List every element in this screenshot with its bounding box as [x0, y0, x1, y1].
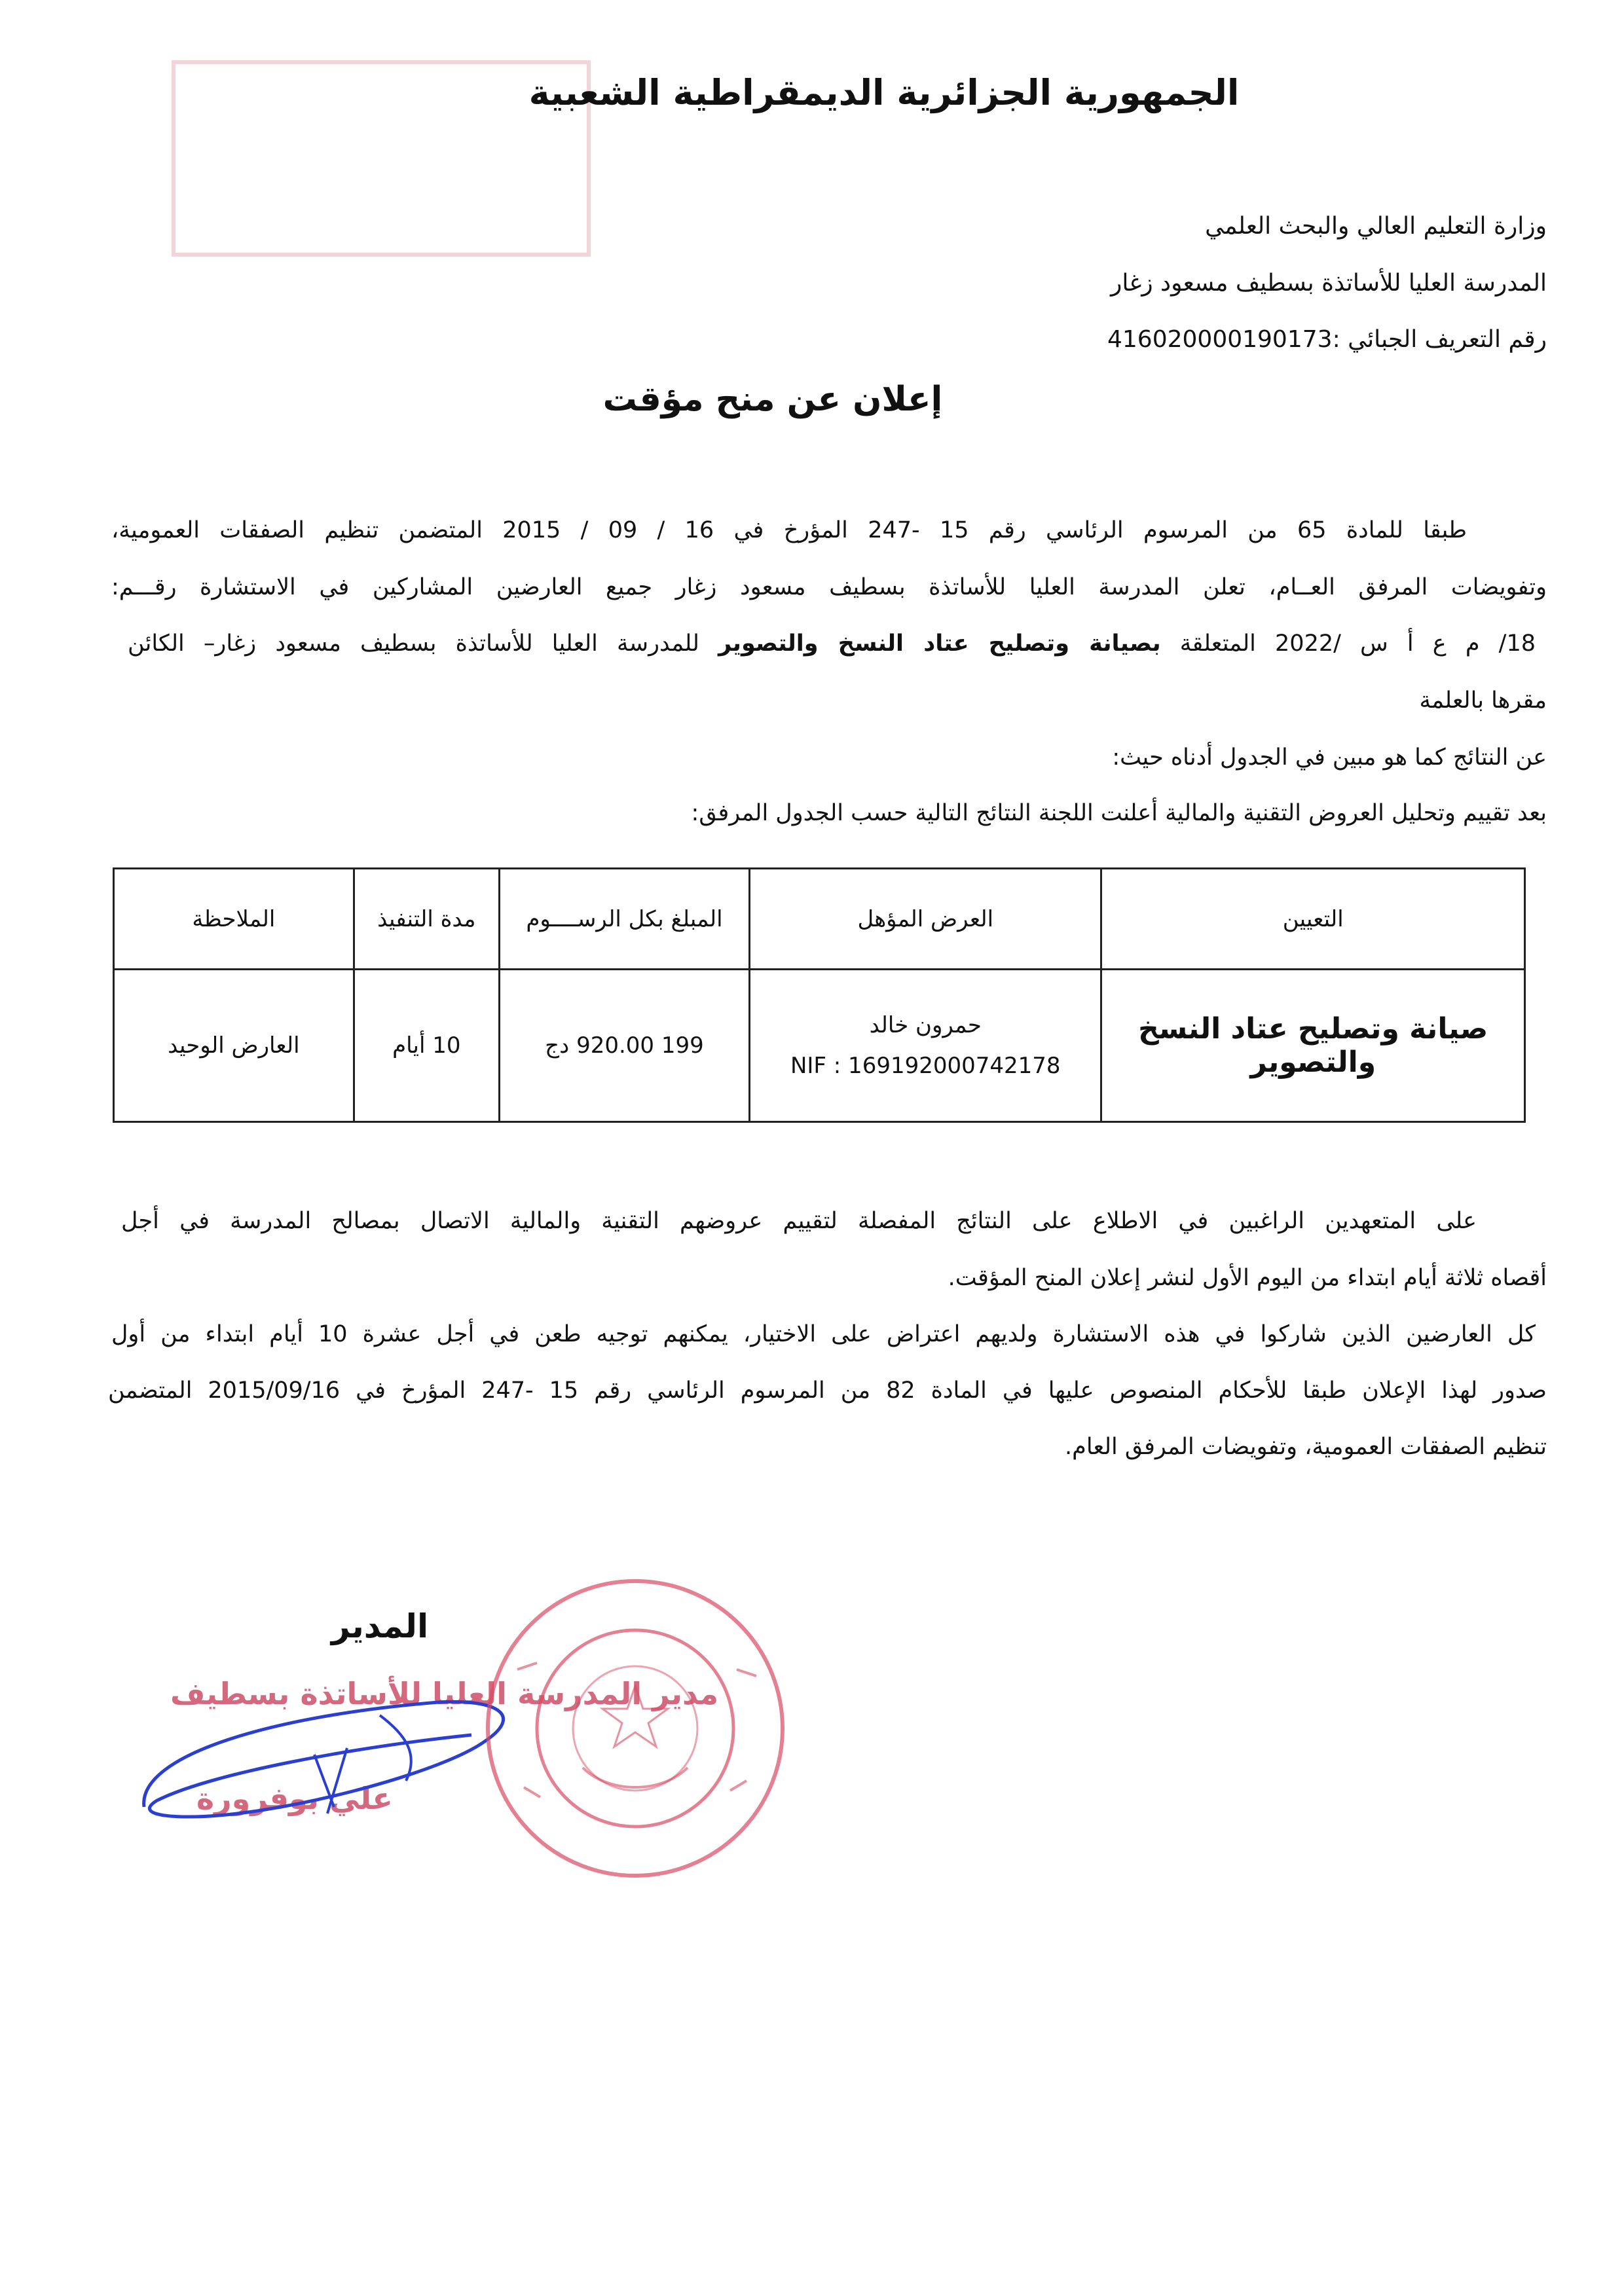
header-amount: المبلغ بكل الرســــوم	[499, 869, 749, 970]
handwritten-signature	[131, 1676, 537, 1846]
results-table	[113, 867, 1526, 1123]
document-title: إعلان عن منح مؤقت	[602, 380, 943, 419]
table-row	[114, 970, 1525, 1122]
header-designation: التعيين	[1101, 869, 1525, 970]
ministry-line: وزارة التعليم العالي والبحث العلمي	[1205, 213, 1547, 240]
official-round-stamp	[478, 1571, 792, 1886]
director-stamp-name: علي بوفرورة	[196, 1781, 393, 1816]
school-line: المدرسة العليا للأساتذة بسطيف مسعود زغار	[1111, 270, 1547, 297]
intro-line-1: طبقا للمادة 65 من المرسوم الرئاسي رقم 15 -247 المؤرخ في 16 / 09 / 2015 المتضمن تنظيم الصفقات العمومية،	[111, 517, 1467, 543]
header-notes: الملاحظة	[114, 869, 354, 970]
director-stamp-school: مدير المدرسة العليا للأساتذة بسطيف	[170, 1676, 719, 1711]
bidder-name: حمرون خالد	[869, 1012, 982, 1038]
bidder-nif: NIF : 169192000742178	[790, 1053, 1061, 1079]
cell-notes: العارض الوحيد	[114, 970, 354, 1122]
intro-line-2: وتفويضات المرفق العــام، تعلن المدرسة العليا للأساتذة بسطيف مسعود زغار جميع العارضين المشاركين في الاستشارة رقـــم:	[111, 574, 1547, 600]
cell-duration: 10 أيام	[354, 970, 499, 1122]
body-line-4: صدور لهذا الإعلان طبقا للأحكام المنصوص عليها في المادة 82 من المرسوم الرئاسي رقم 15 -247 المؤرخ في 2015/09/16 المتضمن	[108, 1377, 1547, 1404]
body-line-2: أقصاه ثلاثة أيام ابتداء من اليوم الأول لنشر إعلان المنح المؤقت.	[948, 1265, 1547, 1291]
intro-line-6: بعد تقييم وتحليل العروض التقنية والمالية أعلنت اللجنة النتائج التالية حسب الجدول المرفق:	[691, 800, 1547, 826]
director-title: المدير	[331, 1607, 429, 1645]
consultation-subject: بصيانة وتصليح عتاد النسخ والتصوير	[718, 630, 1161, 657]
consultation-rest: للمدرسة العليا للأساتذة بسطيف مسعود زغار– الكائن	[128, 630, 719, 657]
body-line-3: كل العارضين الذين شاركوا في هذه الاستشارة ولديهم اعتراض على الاختيار، يمكنهم توجيه طعن في أجل عشرة 10 أيام ابتداء من أول	[111, 1321, 1536, 1347]
consultation-ref: 18/ م ع أ س /2022 المتعلقة	[1160, 630, 1536, 657]
intro-line-5: عن النتائج كما هو مبين في الجدول أدناه حيث:	[1112, 744, 1547, 771]
table-header-row	[114, 869, 1525, 970]
republic-heading: الجمهورية الجزائرية الديمقراطية الشعبية	[528, 72, 1240, 113]
intro-line-3	[128, 630, 1536, 657]
cell-bidder	[750, 970, 1101, 1122]
intro-line-4: مقرها بالعلمة	[1419, 687, 1547, 714]
tax-id-line: رقم التعريف الجبائي :416020000190173	[1107, 326, 1547, 353]
body-line-5: تنظيم الصفقات العمومية، وتفويضات المرفق العام.	[1065, 1434, 1547, 1460]
cell-designation: صيانة وتصليح عتاد النسخ والتصوير	[1101, 970, 1525, 1122]
cell-amount: 199 920.00 دج	[499, 970, 749, 1122]
header-bidder: العرض المؤهل	[750, 869, 1101, 970]
body-line-1: على المتعهدين الراغبين في الاطلاع على النتائج المفصلة لتقييم عروضهم التقنية والمالية الاتصال بمصالح المدرسة في أجل	[121, 1208, 1477, 1234]
header-duration: مدة التنفيذ	[354, 869, 499, 970]
